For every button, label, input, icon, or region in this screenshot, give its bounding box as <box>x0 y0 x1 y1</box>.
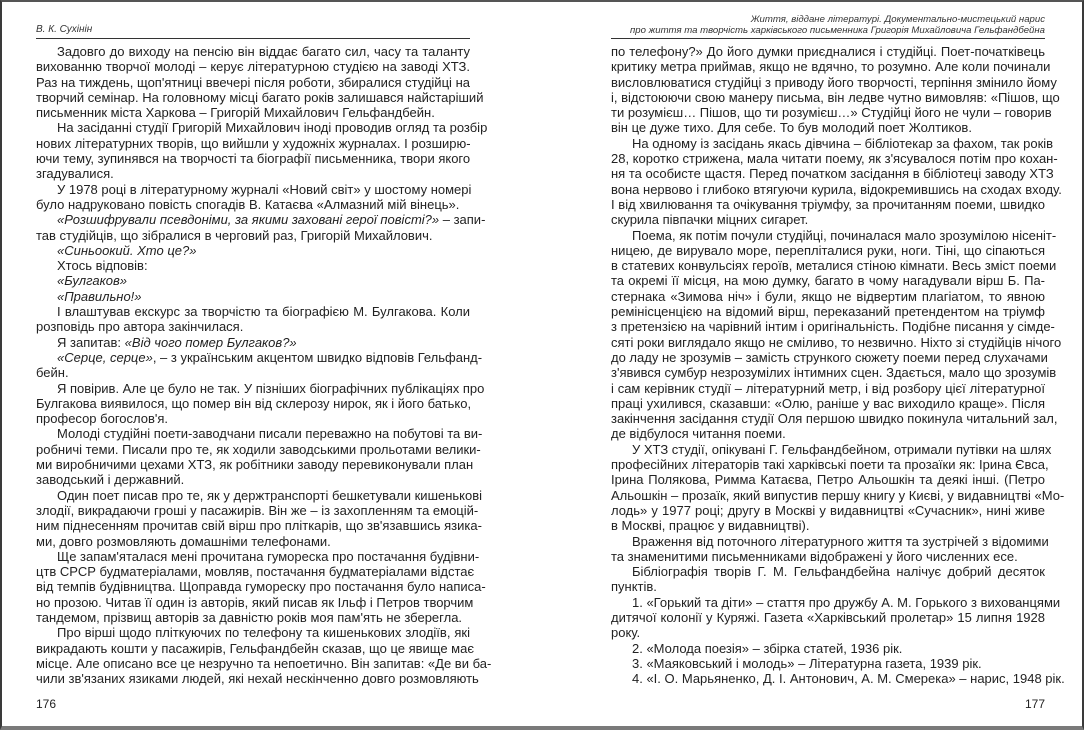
text-line: Поема, як потім почули студійці, починалася мало зрозумілою нісеніт- <box>632 227 1057 243</box>
running-head-title <box>611 14 1045 39</box>
text-line: розповідь про автора закінчилася. <box>36 319 244 335</box>
text-line: сяті роки виглядало якщо не сміливо, то незвично. Ніхто зі студійців нічого <box>611 334 1062 350</box>
text-line: критику метра приймав, якщо не вдячно, то розумно. Але коли починали <box>611 59 1051 75</box>
italic-text: «Розшифрували псевдоніми, за якими заховані герої повісті?» <box>57 212 440 228</box>
italic-text: «Серце, серце» <box>57 349 153 365</box>
text-line <box>36 335 470 350</box>
text-line: вона нервово і глибоко втягуючи курила, відокремившись на сходах входу. <box>611 181 1062 197</box>
paragraph <box>611 671 1065 687</box>
paragraph <box>36 304 470 335</box>
text-line: цтв СРСР будматеріалами, мовляв, постачання будматеріалами відстає <box>36 564 475 580</box>
text-line: професійних літераторів такі харківські поети та прозаїки як: Ірина Євса, <box>611 457 1049 473</box>
text-line: та окремі її місця, на мою думку, багато в чому нагадували вірш Б. Па- <box>611 273 1045 289</box>
text-segment: , – з українським акцентом швидко відповів Гельфанд- <box>152 349 483 365</box>
italic-text: «Булгаков» <box>57 273 127 289</box>
text-line: На одному із засідань якась дівчина – бібліотекар за фахом, так років <box>632 135 1054 151</box>
paragraph <box>36 243 470 258</box>
text-line: творчий семінар. На головному місці багато років залишався найстаріший <box>36 89 484 105</box>
text-line: ми виробничими цехами ХТЗ, як робітники заводу перевиконували план <box>36 457 474 473</box>
text-line: ти розумієш… Пішов, що ти розумієш…» Студійці його не чули – говорив <box>611 105 1052 121</box>
text-line: дитячої колонії у Куряжі. Газета «Харківський пролетар» 15 липня 1928 <box>611 609 1045 625</box>
paragraph <box>611 656 1045 671</box>
text-line: в Москві, працює у видавництві). <box>611 518 810 534</box>
text-line: ремінісценцією на відомий вірш, переказаний претендентом на тріумф <box>611 304 1045 320</box>
paragraph <box>36 487 483 549</box>
text-line <box>36 349 483 365</box>
text-line: Задовго до виходу на пенсію він віддає багато сил, часу та таланту <box>57 44 470 59</box>
running-head-author: В. К. Сухінін <box>36 20 470 39</box>
text-line: ми, довго розмовляють домашніми телефонами. <box>36 533 331 549</box>
text-line: заводський і державний. <box>36 472 185 488</box>
text-line: 28, коротко стрижена, мала читати поему, як з'ясувалося потім про кохан- <box>611 151 1058 167</box>
text-line: Ірина Полякова, Римма Катаєва, Петро Альошкін та деякі інші. (Петро <box>611 472 1045 488</box>
text-line: скурила півпачки міцних сигарет. <box>611 212 809 228</box>
text-line: праці ухилився, сказавши: «Олю, раніше у вас виходило краще». Після <box>611 395 1045 411</box>
page-number-left: 176 <box>36 697 57 711</box>
text-line: тав студійців, що зібралися в черговий раз, Григорій Михайлович. <box>36 227 433 243</box>
text-line: до ладу не зрозумів – замість стрункого сюжету поеми перед слухачами <box>611 349 1048 365</box>
text-line: викрадають кошти у пасажирів, Гельфандбейн сказав, що це явище має <box>36 640 474 656</box>
text-line: У ХТЗ студії, опікувані Г. Гельфандбейном, отримали путівки на шлях <box>632 441 1052 457</box>
text-line: року. <box>611 625 641 641</box>
paragraph <box>36 335 470 350</box>
italic-text: «Правильно!» <box>57 288 142 304</box>
text-line <box>36 212 486 228</box>
text-line: ницею, де вирувало море, перепліталися руки, ноги. Тіні, що сіпаються <box>611 242 1045 258</box>
paragraph <box>36 273 470 288</box>
text-line: лодь» у 1977 році; другу в Москві у видавництві «Сучасник», нині живе <box>611 502 1045 518</box>
paragraph <box>36 289 470 304</box>
text-line: і, відстоюючи свою манеру письма, він ледве чутно вимовляв: «Пішов, що <box>611 89 1060 105</box>
paragraph <box>36 258 470 273</box>
text-line: І від хвилювання та очікування тріумфу, за прочитанням поеми, швидко <box>611 196 1045 212</box>
text-line: ючи тему, зупинявся на творчості та біографії письменника, твори якого <box>36 151 471 167</box>
text-line: Раз на тиждень, щоп'ятниці ввечері після роботи, збиралися студійці на <box>36 74 470 90</box>
paragraph <box>611 135 1062 228</box>
running-head-line-1: Життя, віддане літературі. Документально-мистецький нарис <box>750 14 1045 25</box>
text-line: закінчення засідання студії Оля першою швидко покинула читальний зал, <box>611 411 1058 427</box>
text-line: 4. «І. О. Марьяненко, Д. І. Антонович, А. М. Смерека» – нарис, 1948 рік. <box>632 671 1065 687</box>
text-line: ним піднесенням прочитав свій вірш про пліткарів, що зв'язавшись язика- <box>36 518 482 534</box>
text-line: вихованню творчої молоді – керує літературною студією на заводі ХТЗ. <box>36 59 470 75</box>
paragraph <box>611 441 1065 534</box>
paragraph <box>36 426 483 488</box>
text-line: Молоді студійні поети-заводчани писали переважно на побутові та ви- <box>57 426 483 442</box>
text-line: 2. «Молода поезія» – збірка статей, 1936 рік. <box>632 640 903 656</box>
text-line: нових літературних творів, що вийшли у художніх журналах. І розширю- <box>36 135 471 151</box>
text-line: бейн. <box>36 365 69 381</box>
text-line: ня та особисте щастя. Перед початком засідання в бібліотеці заводу ХТЗ <box>611 166 1054 182</box>
text-line: по телефону?» До його думки приєдналися і студійці. Поет-початківець <box>611 44 1045 59</box>
text-line: Булгакова виявилося, що помер він від склерозу нирок, як і його батько, <box>36 395 472 411</box>
text-line: тандемом, прізвищ авторів за давністю років моя пам'ять не зберегла. <box>36 609 463 625</box>
text-line: та знаменитими письменниками відображені у його численних есе. <box>611 548 1018 564</box>
text-line: 3. «Маяковський і молодь» – Літературна газета, 1939 рік. <box>632 655 982 671</box>
right-page-body <box>611 44 1065 687</box>
text-line <box>36 243 470 258</box>
text-line: і сам керівник студії – літературний метр, і від розбору цієї літературної <box>611 380 1045 396</box>
left-page-body <box>36 44 492 687</box>
italic-text: «Синьоокий. Хто це?» <box>57 242 197 258</box>
text-segment: Я запитав: <box>57 334 125 350</box>
paragraph <box>611 641 1045 656</box>
text-line: Один поет писав про те, як у держтранспорті бешкетували кишенькові <box>57 487 483 503</box>
text-segment: – запи- <box>439 212 486 228</box>
paragraph <box>36 349 483 381</box>
text-line: Про вірші щодо пліткуючих по телефону та кишенькових злодіїв, які <box>57 625 470 641</box>
text-line: На засіданні студії Григорій Михайлович іноді проводив огляд та розбір <box>57 120 488 136</box>
paragraph <box>611 44 1060 136</box>
paragraph <box>36 120 488 182</box>
running-head-line-2: про життя та творчість харківського письменника Григорія Михайловича Гельфандбейна <box>630 25 1045 36</box>
text-line: чили зв'язаних язиками людей, які нехай нескінченно довго розмовляють <box>36 671 479 687</box>
text-line: професор богослов'я. <box>36 411 169 427</box>
italic-text: «Від чого помер Булгаков?» <box>124 334 297 350</box>
paragraph <box>36 625 492 687</box>
text-line: Бібліографія творів Г. М. Гельфандбейна налічує добрий десяток <box>632 564 1045 580</box>
text-line: висловлюватися студійці з приводу його творчості, терпіння змінило йому <box>611 74 1057 90</box>
text-line: Я повірив. Але це було не так. У пізніших біографічних публікаціях про <box>57 380 485 396</box>
page-number-right: 177 <box>1024 697 1045 711</box>
text-line <box>36 289 470 304</box>
text-line: було надруковано повість спогадів В. Катаєва «Алмазний мій вінець». <box>36 196 460 212</box>
text-line: Враження від поточного літературного життя та зустрічей з відомими <box>632 533 1049 549</box>
text-line: в статевих конвульсіях героїв, металися стіною кімнати. Весь зміст поеми <box>611 258 1057 274</box>
paragraph <box>36 44 484 121</box>
text-line: він це дуже тихо. Для себе. То був молодий поет Жолтиков. <box>611 120 972 136</box>
text-line: з претензією на чарівний інтим і оригінальність. Подібне писання у сімде- <box>611 319 1055 335</box>
text-line: від темпів будівництва. Щоправда гумореску про постачання було написа- <box>36 579 486 595</box>
text-line: Ще запам'яталася мені прочитана гумореска про постачання будівни- <box>57 548 480 564</box>
paragraph <box>611 594 1061 641</box>
text-line: злодії, викрадаючи гроші у пасажирів. Він же – із захопленням та емоцій- <box>36 502 479 518</box>
paragraph <box>611 564 1045 595</box>
paragraph <box>36 548 486 625</box>
paragraph <box>611 533 1049 565</box>
text-line: 1. «Горький та діти» – стаття про дружбу А. М. Горького з вихованцями <box>632 594 1061 610</box>
text-line: згадувалися. <box>36 166 114 182</box>
text-line: У 1978 році в літературному журналі «Новий світ» у шостому номері <box>57 181 472 197</box>
text-line: де відбулося читання поеми. <box>611 426 786 442</box>
text-line: письменник міста Харкова – Григорій Михайлович Гельфандбейн. <box>36 105 435 121</box>
text-line: місце. Але описано все це незручно та непоетично. Він запитав: «Де ви ба- <box>36 655 492 671</box>
paragraph <box>36 182 470 213</box>
text-line: стернака «Зимова ніч» і були, якщо не відвертим плагіатом, то явною <box>611 288 1045 304</box>
text-line: І влаштував екскурс за творчістю та біографією М. Булгакова. Коли <box>57 304 470 320</box>
text-line: Альошкін – прозаїк, який випустив першу книгу у Києві, у видавництві «Мо- <box>611 487 1065 503</box>
text-line: Хтось відповів: <box>57 258 148 274</box>
text-line: робничі теми. Писали про те, як ходили заводськими прольотами велики- <box>36 441 481 457</box>
text-line: пунктів. <box>611 579 657 595</box>
text-line <box>36 273 470 288</box>
text-line: но прозою. Читав її один із авторів, який писав як Ільф і Петров творчим <box>36 594 474 610</box>
paragraph <box>611 227 1062 442</box>
paragraph <box>36 212 486 243</box>
text-line: з'явився сумбур незрозумілих інтимних сцен. Здається, мало що зрозумів <box>611 365 1057 381</box>
paragraph <box>36 380 485 427</box>
